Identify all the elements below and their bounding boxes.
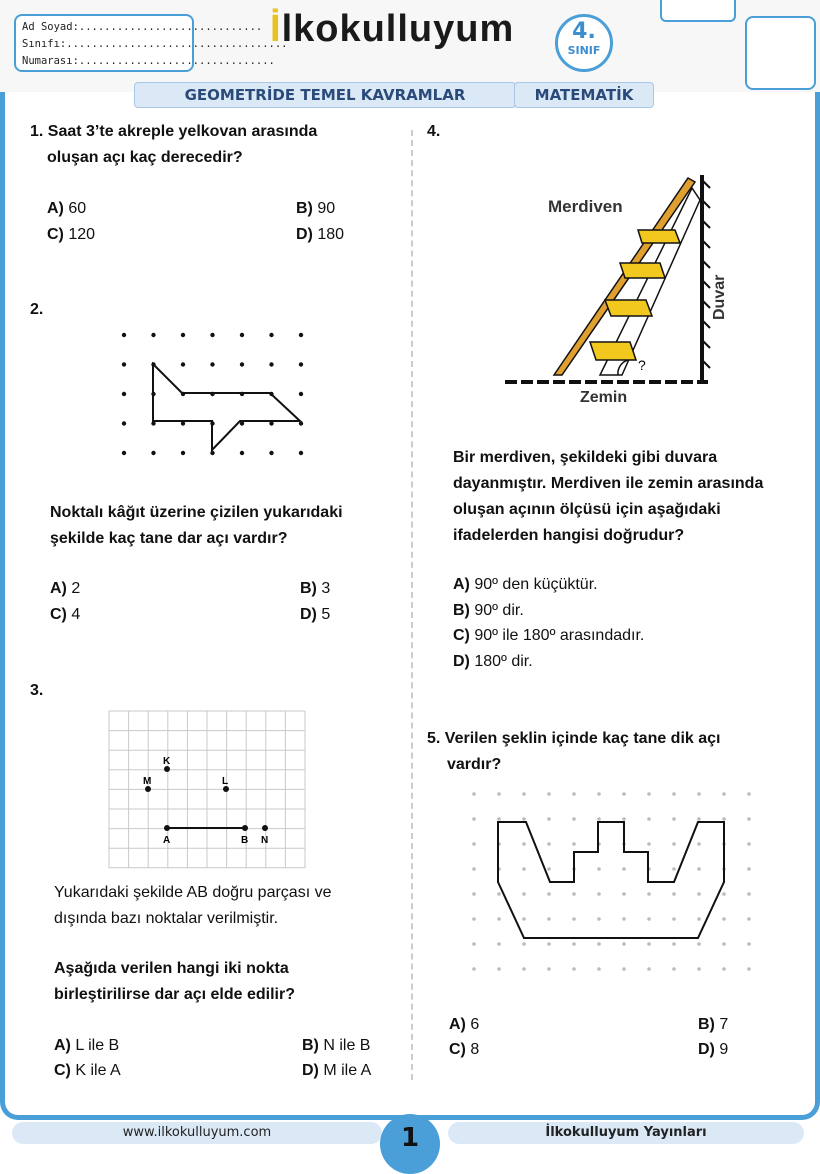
grid-dot: [672, 892, 676, 896]
grid-dot: [497, 942, 501, 946]
grid-dot: [547, 967, 551, 971]
brand-logo-rest: lkokulluyum: [281, 8, 515, 50]
grid-dot: [299, 451, 303, 455]
q4-option-d[interactable]: D) 180º dir.: [453, 653, 533, 670]
grid-dot: [672, 967, 676, 971]
grid-dot: [597, 792, 601, 796]
grid-dot: [572, 917, 576, 921]
grid-dot: [672, 867, 676, 871]
grid-dot: [697, 892, 701, 896]
label-b: B: [241, 835, 249, 846]
grid-dot: [240, 362, 244, 366]
grid-dot: [472, 942, 476, 946]
grid-dot: [697, 867, 701, 871]
name-field[interactable]: Ad Soyad:.............................: [22, 21, 263, 33]
grid-dot: [497, 817, 501, 821]
grid-dot: [151, 333, 155, 337]
q1-option-a[interactable]: A) 60: [47, 200, 87, 217]
grade-badge: [555, 14, 613, 72]
website-link[interactable]: www.ilkokulluyum.com: [12, 1122, 382, 1144]
grid-dot: [647, 917, 651, 921]
square-grid: [109, 711, 305, 868]
brand-logo-first-letter: İ: [270, 8, 282, 50]
q1-stem-line2: oluşan açı kaç derecedir?: [47, 149, 243, 166]
ladder-step-2: [605, 300, 652, 316]
ladder-label: Merdiven: [548, 197, 623, 216]
grid-dot: [122, 333, 126, 337]
grid-dot: [697, 817, 701, 821]
grid-dot: [547, 842, 551, 846]
q5-option-d[interactable]: D) 9: [698, 1041, 729, 1058]
grid-dot: [647, 942, 651, 946]
grid-dot: [672, 942, 676, 946]
label-n: N: [261, 835, 269, 846]
grid-dot: [522, 817, 526, 821]
q2-option-a[interactable]: A) 2: [50, 580, 81, 597]
grid-dot: [472, 892, 476, 896]
grid-dot: [697, 942, 701, 946]
grid-dot: [622, 867, 626, 871]
page-number: 1: [380, 1114, 440, 1174]
point-n: [262, 825, 268, 831]
grid-dot: [747, 967, 751, 971]
q4-number: 4.: [427, 123, 441, 140]
crown-shape: [498, 822, 724, 938]
grid-dot: [522, 892, 526, 896]
q2-dotted-figure: [100, 320, 330, 465]
grid-dot: [572, 942, 576, 946]
q3-option-b[interactable]: B) N ile B: [302, 1037, 371, 1054]
q3-option-a[interactable]: A) L ile B: [54, 1037, 120, 1054]
label-k: K: [163, 756, 171, 767]
q3-number: 3.: [30, 682, 44, 699]
grid-dot: [472, 867, 476, 871]
number-field[interactable]: Numarası:...............................: [22, 55, 275, 67]
grid-dot: [597, 892, 601, 896]
label-l: L: [222, 776, 229, 787]
grid-dot: [122, 362, 126, 366]
q1-stem-line1: 1. Saat 3’te akreple yelkovan arasında: [30, 123, 318, 140]
grid-dot: [647, 892, 651, 896]
grid-dot: [497, 917, 501, 921]
grid-dot: [722, 917, 726, 921]
grid-dot: [672, 817, 676, 821]
grid-dot: [240, 451, 244, 455]
column-divider: [411, 130, 413, 1080]
grid-dot: [269, 333, 273, 337]
grid-dot: [697, 917, 701, 921]
subject-title: MATEMATİK: [514, 82, 654, 108]
grid-dot: [747, 792, 751, 796]
grade-number: 4.: [572, 19, 596, 44]
q5-option-b[interactable]: B) 7: [698, 1016, 729, 1033]
grid-dot: [547, 792, 551, 796]
grid-dot: [522, 967, 526, 971]
q4-stem-line1: Bir merdiven, şekildeki gibi duvara: [453, 449, 718, 466]
score-box: [745, 16, 816, 90]
q5-option-c[interactable]: C) 8: [449, 1041, 480, 1058]
grid-dot: [547, 867, 551, 871]
q2-number: 2.: [30, 301, 44, 318]
grid-dot: [269, 451, 273, 455]
q1-option-d[interactable]: D) 180: [296, 226, 345, 243]
grid-dot: [472, 817, 476, 821]
q3-desc-line2: dışında bazı noktalar verilmiştir.: [54, 910, 279, 927]
grid-dot: [722, 892, 726, 896]
grid-dot: [547, 892, 551, 896]
grid-dot: [547, 917, 551, 921]
grid-dot: [597, 917, 601, 921]
grid-dot: [472, 917, 476, 921]
grid-dot: [572, 792, 576, 796]
grid-dot: [522, 842, 526, 846]
grid-dot: [722, 792, 726, 796]
grid-dot: [622, 917, 626, 921]
grid-dot: [497, 892, 501, 896]
grid-dot: [647, 842, 651, 846]
q3-stem-line2: birleştirilirse dar açı elde edilir?: [54, 986, 295, 1003]
grid-dot: [472, 792, 476, 796]
grid-dot: [181, 451, 185, 455]
class-field[interactable]: Sınıfı:...................................: [22, 38, 288, 50]
grid-dot: [622, 967, 626, 971]
grid-dot: [210, 362, 214, 366]
grid-dot: [472, 842, 476, 846]
grid-dot: [122, 392, 126, 396]
grid-dot: [547, 817, 551, 821]
arrow-shape: [153, 364, 300, 450]
grid-dot: [572, 967, 576, 971]
grid-dot: [722, 817, 726, 821]
q4-ladder-figure: [500, 170, 740, 410]
grid-dot: [747, 892, 751, 896]
q5-stem-line2: vardır?: [447, 756, 502, 773]
grid-dot: [572, 892, 576, 896]
unknown-angle-label: ?: [638, 357, 646, 373]
grid-dot: [672, 917, 676, 921]
grid-dot: [647, 792, 651, 796]
grid-dot: [597, 817, 601, 821]
brand-logo: [270, 8, 514, 51]
grid-dot: [747, 942, 751, 946]
grid-dot: [299, 333, 303, 337]
q2-stem-line2: şekilde kaç tane dar açı vardır?: [50, 530, 288, 547]
grid-dot: [597, 967, 601, 971]
publisher-name: İlkokulluyum Yayınları: [448, 1122, 804, 1144]
q2-option-d[interactable]: D) 5: [300, 606, 331, 623]
q4-option-a[interactable]: A) 90º den küçüktür.: [453, 576, 598, 593]
grid-dot: [497, 967, 501, 971]
grid-dot: [299, 362, 303, 366]
grid-dot: [597, 867, 601, 871]
q4-stem-line4: ifadelerden hangisi doğrudur?: [453, 527, 685, 544]
grid-dot: [747, 842, 751, 846]
q2-option-b[interactable]: B) 3: [300, 580, 331, 597]
grid-dot: [240, 333, 244, 337]
grid-dot: [151, 451, 155, 455]
q4-stem-line3: oluşan açının ölçüsü için aşağıdaki: [453, 501, 721, 518]
grid-dot: [572, 817, 576, 821]
q3-grid-figure: [108, 710, 306, 870]
grid-dot: [672, 842, 676, 846]
grid-dot: [210, 451, 214, 455]
grid-dot: [210, 333, 214, 337]
grid-dot: [522, 942, 526, 946]
q3-stem-line1: Aşağıda verilen hangi iki nokta: [54, 960, 289, 977]
floor-label: Zemin: [580, 389, 628, 406]
grid-dot: [747, 817, 751, 821]
grid-dot: [697, 792, 701, 796]
grid-dot: [122, 421, 126, 425]
grid-dot: [697, 967, 701, 971]
q4-option-c[interactable]: C) 90º ile 180º arasındadır.: [453, 627, 645, 644]
grid-dot: [672, 792, 676, 796]
dot-grid: [472, 792, 751, 971]
topic-title: GEOMETRİDE TEMEL KAVRAMLAR: [134, 82, 516, 108]
student-info-box: [14, 14, 288, 72]
grid-dot: [269, 362, 273, 366]
q4-stem-line2: dayanmıştır. Merdiven ile zemin arasında: [453, 475, 764, 492]
grid-dot: [497, 792, 501, 796]
q2-option-c[interactable]: C) 4: [50, 606, 81, 623]
point-b: [242, 825, 248, 831]
ladder-step-4: [638, 230, 680, 243]
grid-dot: [299, 392, 303, 396]
grid-dot: [722, 942, 726, 946]
grid-dot: [522, 867, 526, 871]
corner-tab: [660, 0, 736, 22]
grid-dot: [547, 942, 551, 946]
grid-dot: [622, 942, 626, 946]
grid-dot: [647, 967, 651, 971]
grid-dot: [181, 362, 185, 366]
grid-dot: [597, 942, 601, 946]
grid-dot: [522, 917, 526, 921]
q4-option-b[interactable]: B) 90º dir.: [453, 602, 524, 619]
q2-stem-line1: Noktalı kâğıt üzerine çizilen yukarıdaki: [50, 504, 343, 521]
q3-option-c[interactable]: C) K ile A: [54, 1062, 121, 1079]
grid-dot: [622, 792, 626, 796]
grid-dot: [622, 892, 626, 896]
grid-dot: [747, 867, 751, 871]
grid-dot: [697, 842, 701, 846]
q1-option-c[interactable]: C) 120: [47, 226, 96, 243]
point-a: [164, 825, 170, 831]
q3-desc-line1: Yukarıdaki şekilde AB doğru parçası ve: [54, 884, 332, 901]
q5-dotted-figure: [460, 780, 760, 990]
grid-dot: [572, 842, 576, 846]
ladder-step-3: [620, 263, 665, 278]
grid-dot: [647, 817, 651, 821]
grid-dot: [722, 967, 726, 971]
q1-option-b[interactable]: B) 90: [296, 200, 336, 217]
grid-dot: [122, 451, 126, 455]
grid-dot: [181, 333, 185, 337]
grid-dot: [472, 967, 476, 971]
label-a: A: [163, 835, 171, 846]
q3-option-d[interactable]: D) M ile A: [302, 1062, 372, 1079]
grid-dot: [622, 817, 626, 821]
grid-dot: [522, 792, 526, 796]
wall-label: Duvar: [711, 274, 728, 320]
q5-stem-line1: 5. Verilen şeklin içinde kaç tane dik açı: [427, 730, 721, 747]
grid-dot: [747, 917, 751, 921]
ladder-step-1: [590, 342, 636, 360]
label-m: M: [143, 776, 152, 787]
grade-label: SINIF: [567, 44, 601, 57]
q5-option-a[interactable]: A) 6: [449, 1016, 480, 1033]
